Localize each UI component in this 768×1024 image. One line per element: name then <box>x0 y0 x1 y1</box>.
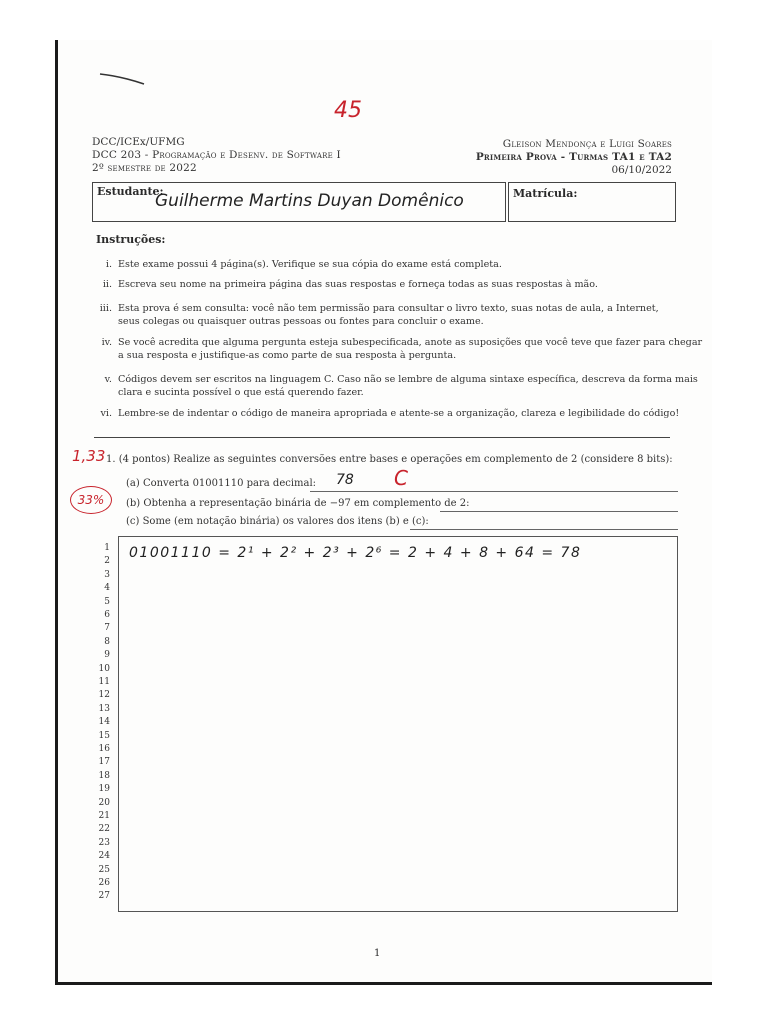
line-number: 20 <box>98 797 110 808</box>
line-number: 19 <box>98 784 110 795</box>
line-number: 10 <box>98 663 110 674</box>
line-number: 15 <box>98 730 110 741</box>
handwritten-work-line: 01001110 = 2¹ + 2² + 2³ + 2⁶ = 2 + 4 + 8 + 64 = 78 <box>129 545 582 561</box>
line-number: 11 <box>98 677 110 687</box>
header-date: 06/10/2022 <box>611 164 672 176</box>
instruction-v: v. Códigos devem ser escritos na linguagem C. Caso não se lembre de alguma sintaxe específica, descreva da forma mais clara e sucinta possível o que está querendo fazer. <box>104 374 698 398</box>
question-score-mark: 1,33 <box>72 447 106 465</box>
matricula-label: Matrícula: <box>513 187 578 200</box>
header-semester: 2º semestre de 2022 <box>92 162 197 174</box>
instructions-title: Instruções: <box>96 233 166 246</box>
line-number: 13 <box>98 703 110 714</box>
line-number: 2 <box>104 556 110 567</box>
matricula-box[interactable] <box>508 182 676 222</box>
line-number: 25 <box>98 864 110 875</box>
line-number: 1 <box>104 543 110 553</box>
page-number: 1 <box>374 948 381 959</box>
line-number: 18 <box>98 770 110 781</box>
pen-stroke-mark <box>98 68 148 88</box>
answer-area[interactable] <box>118 536 678 912</box>
header-institution: DCC/ICEx/UFMG <box>92 136 185 148</box>
part-b-answer-line[interactable] <box>440 511 678 512</box>
line-number: 26 <box>98 878 110 888</box>
line-number: 17 <box>98 757 110 768</box>
header-exam-title: Primeira Prova - Turmas TA1 e TA2 <box>475 151 672 163</box>
student-name-handwritten: Guilherme Martins Duyan Domênico <box>155 191 464 211</box>
student-name-box[interactable] <box>92 182 506 222</box>
header-teachers: Gleison Mendonça e Luigi Soares <box>502 138 672 150</box>
header-course: DCC 203 - Programação e Desenv. de Software I <box>92 149 341 161</box>
line-number: 23 <box>98 837 110 848</box>
instruction-iii: iii. Esta prova é sem consulta: você não tem permissão para consultar o livro texto, suas notas de aula, a Internet, seus colegas ou quaisquer outras pessoas ou fontes para concluir o exame. <box>99 303 659 327</box>
part-a-label: (a) Converta 01001110 para decimal: <box>126 478 317 489</box>
instruction-vi: vi. Lembre-se de indentar o código de maneira apropriada e atente-se a organização, clareza e legibilidade do código! <box>100 408 680 419</box>
part-b-label: (b) Obtenha a representação binária de −97 em complemento de 2: <box>126 498 470 509</box>
line-number: 12 <box>98 690 110 701</box>
line-number: 21 <box>98 811 110 821</box>
exam-page <box>58 40 712 982</box>
part-a-answer-line[interactable] <box>310 491 678 492</box>
line-number: 9 <box>104 650 110 661</box>
line-number: 22 <box>98 824 110 835</box>
section-divider <box>94 437 670 438</box>
line-number: 8 <box>104 636 110 647</box>
part-c-answer-line[interactable] <box>410 529 678 530</box>
part-a-check-mark: C <box>394 466 408 490</box>
line-number: 24 <box>98 851 110 862</box>
percent-mark: 33% <box>70 486 112 514</box>
instruction-ii: ii. Escreva seu nome na primeira página das suas respostas e forneça todas as suas respostas à mão. <box>102 279 598 290</box>
line-number: 7 <box>104 623 110 634</box>
line-number: 4 <box>104 583 110 594</box>
part-a-answer: 78 <box>336 472 354 488</box>
line-number: 27 <box>98 891 110 902</box>
line-number: 14 <box>98 717 110 728</box>
question-1-text: 1. (4 pontos) Realize as seguintes conversões entre bases e operações em complemento de 2 (considere 8 bits): <box>106 454 673 465</box>
line-number: 6 <box>104 610 110 620</box>
instruction-i: i. Este exame possui 4 página(s). Verifique se sua cópia do exame está completa. <box>105 259 502 270</box>
line-number: 5 <box>104 596 110 607</box>
grade-mark: 45 <box>334 98 362 123</box>
part-c-label: (c) Some (em notação binária) os valores dos itens (b) e (c): <box>126 516 429 527</box>
line-number: 16 <box>98 744 110 754</box>
scan-edge-bottom <box>55 982 712 985</box>
student-label: Estudante: <box>97 185 164 198</box>
line-number: 3 <box>104 569 110 580</box>
instruction-iv: iv. Se você acredita que alguma pergunta esteja subespecificada, anote as suposições que você teve que fazer para chegar a sua resposta e justifique-as como parte de sua resposta à pergunta. <box>101 337 703 361</box>
